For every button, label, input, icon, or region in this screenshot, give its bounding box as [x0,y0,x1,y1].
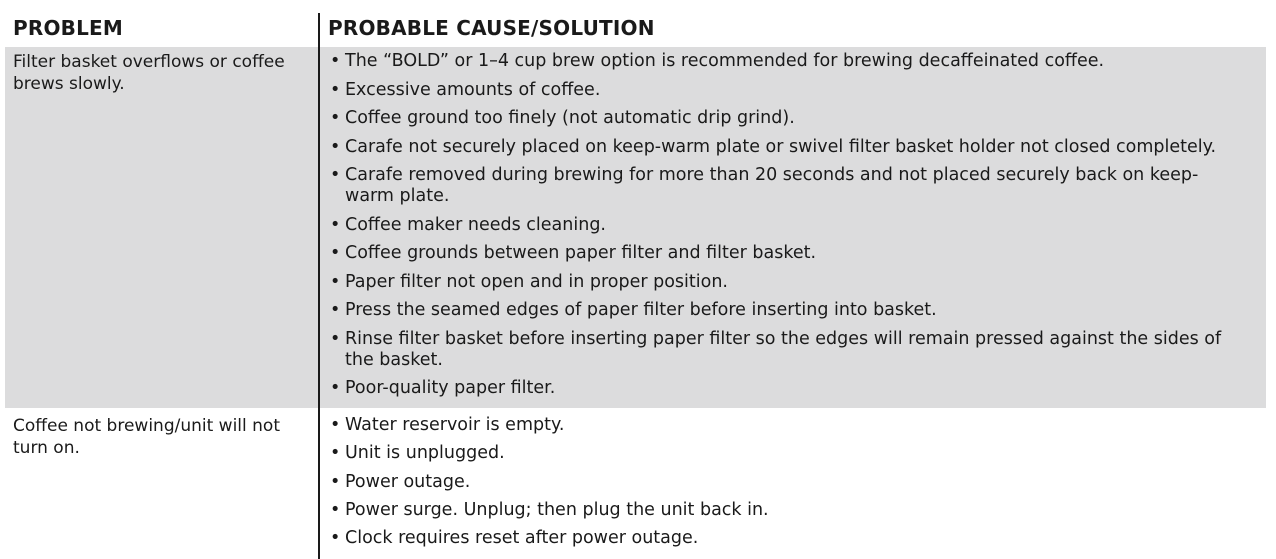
cause-item: • The “BOLD” or 1–4 cup brew option is recommended for brewing decaffeinated coffee. [330,51,1105,71]
bullet-icon: • [330,271,341,292]
cause-item: • Press the seamed edges of paper filter before inserting into basket. [330,300,937,320]
bullet-icon: • [330,214,341,235]
cause-item: • Clock requires reset after power outage. [330,528,699,549]
cause-list [330,51,1230,407]
bullet-icon: • [330,499,341,520]
bullet-icon: • [330,528,341,549]
table-row [5,47,1266,408]
problem-cell: Coffee not brewing/unit will not turn on. [13,416,280,458]
cause-item: • Coffee grounds between paper filter and filter basket. [330,243,817,263]
bullet-icon: • [330,471,341,492]
bullet-icon: • [330,136,341,157]
cause-list [330,415,1230,556]
cause-item: • Carafe not securely placed on keep-warm plate or swivel filter basket holder not closed completely. [330,136,1217,157]
table-header [0,12,1276,46]
bullet-icon: • [330,415,341,435]
cause-item: • Power outage. [330,471,471,492]
header-problem: PROBLEM [13,16,124,40]
cause-item: • Coffee maker needs cleaning. [330,214,606,235]
cause-item: • Coffee ground too finely (not automatic drip grind). [330,108,795,128]
bullet-icon: • [330,243,341,263]
bullet-icon: • [330,443,341,464]
bullet-icon: • [330,79,341,100]
cause-item: • Poor-quality paper filter. [330,378,556,398]
bullet-icon: • [330,328,341,349]
cause-item: • Water reservoir is empty. [330,415,565,435]
header-cause-solution: PROBABLE CAUSE/SOLUTION [328,16,655,40]
bullet-icon: • [330,300,341,320]
table-row [5,411,1266,559]
column-divider [318,13,320,559]
bullet-icon: • [330,51,341,71]
bullet-icon: • [330,378,341,398]
cause-item: • Carafe removed during brewing for more than 20 seconds and not placed securely back on keep-warm plate. [330,165,1199,206]
problem-cell: Filter basket overflows or coffee brews slowly. [13,52,285,94]
cause-item: • Paper filter not open and in proper position. [330,271,728,292]
cause-item: • Unit is unplugged. [330,443,505,464]
bullet-icon: • [330,165,341,185]
bullet-icon: • [330,108,341,128]
cause-item: • Rinse filter basket before inserting paper filter so the edges will remain pressed against the sides of the basket. [330,328,1222,370]
cause-item: • Excessive amounts of coffee. [330,79,601,100]
cause-item: • Power surge. Unplug; then plug the unit back in. [330,499,769,520]
